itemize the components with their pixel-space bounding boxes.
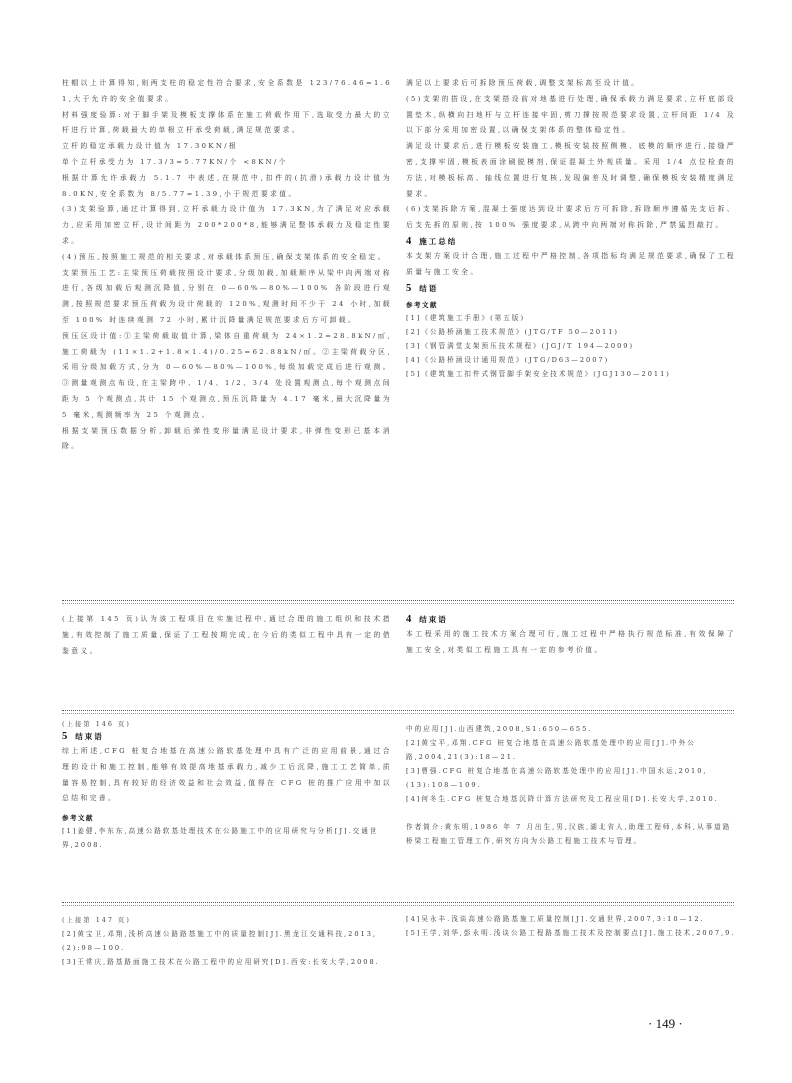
section-number: 5	[406, 282, 414, 294]
reference-item: [4]吴永丰.浅谈高速公路路基施工质量控制[J].交通世界,2007,3:10—12.	[406, 915, 705, 923]
page-number: · 149 ·	[648, 1016, 683, 1031]
paragraph: 根据计算允许承载力 5.1.7 中表述,在规范中,扣件的(抗滑)承载力设计值为 8.0KN,安全系数为 8/5.77=1.39,小于规范要求值。	[62, 173, 392, 198]
paragraph: 单个立杆承受力为 17.3/3=5.77KN/个 <8KN/个	[62, 157, 288, 166]
paragraph: (5)支架的搭设,在支架搭设前对地基进行处理,确保承载力满足要求,立杆底部设置垫木,纵横向扫地杆与立杆连接牢固,剪刀撑按规范要求设置,立杆间距 1/4 及以下部分采用加密设置,以确保支架体系的整体稳定性。	[406, 94, 736, 135]
left-column-mid	[62, 612, 392, 659]
right-column-bottom	[406, 912, 736, 940]
article-divider	[62, 902, 734, 903]
left-column-low	[62, 716, 392, 852]
reference-item: [4]何冬生.CFG 桩复合地基沉降计算方法研究及工程应用[D].长安大学,2010.	[406, 795, 719, 803]
continued-label: (上接第 147 页)	[62, 916, 131, 924]
section-number: 4	[406, 614, 414, 625]
reference-item: [3]王常庆,路基路面施工技术在公路工程中的应用研究[D].西安:长安大学,2008.	[62, 958, 380, 966]
paragraph: 本支架方案设计合理,施工过程中严格控制,各项指标均满足规范要求,确保了工程质量与施工安全。	[406, 251, 736, 276]
paragraph: (4)预压,按照施工规范的相关要求,对承载体系预压,确保支架体系的安全稳定。	[62, 252, 387, 261]
reference-item: [1]姜健,李东东,高速公路软基处理技术在公路施工中的应用研究与分析[J].交通世界,2008.	[62, 827, 379, 850]
page-number-value: 149	[655, 1016, 676, 1031]
paragraph: 综上所述,CFG 桩复合地基在高速公路软基处理中具有广泛的应用前景,通过合理的设计和施工控制,能够有效提高地基承载力,减少工后沉降,施工工艺简单,质量容易控制,具有较好的经济效益和社会效益,值得在 CFG 桩的推广应用中加以总结和完善。	[62, 747, 392, 803]
references-label: 参考文献	[62, 814, 94, 823]
paragraph: (6)支架拆除方案,混凝土强度达到设计要求后方可拆除,拆除顺序遵循先支后拆、后支先拆的原则,按 100% 强度要求,从跨中向两端对称拆除,严禁猛烈敲打。	[406, 205, 736, 230]
paragraph: 满足以上要求后可拆除预压荷载,调整支架标高至设计值。	[406, 79, 641, 87]
section-title: 施工总结	[419, 236, 458, 246]
section-title: 结束语	[75, 732, 104, 741]
reference-item: [3]《钢管满堂支架预压技术规程》(JGJ/T 194—2009)	[406, 341, 635, 350]
article-divider	[62, 710, 734, 711]
reference-item: [2]《公路桥涵施工技术规范》(JTG/TF 50—2011)	[406, 327, 619, 336]
section-title: 结语	[419, 283, 439, 293]
left-column-bottom	[62, 912, 392, 969]
paragraph: 根据支架预压数据分析,卸载后弹性变形量满足设计要求,非弹性变形已基本消除。	[62, 426, 392, 451]
references-label: 参考文献	[406, 300, 438, 309]
reference-item: [4]《公路桥涵设计通用规范》(JTG/D63—2007)	[406, 355, 610, 364]
paragraph: 预压区设计值:①主梁荷载取值计算,梁体自重荷载为 24×1.2=28.8kN/㎡,施工荷载为 (11×1.2+1.8×1.4)/0.25=62.88kN/㎡。②主梁荷载分区,采用分级加载方式,分为 0—60%—80%—100%,每级加载完成后进行观测。③测量观测点布设,在主梁跨中、1/4、1/2、3/4 处设置观测点,每个观测点间距为 5 个观测点,共计 15 个观测点,预压沉降量为 4.17 毫米,最大沉降量为 5 毫米,观测频率为 25 个观测点。	[62, 331, 392, 419]
section-heading	[62, 731, 392, 742]
reference-item: [5]王学,刘华,彭永明.浅谈公路工程路基施工技术及控制要点[J].施工技术,2007,9.	[406, 929, 736, 937]
paragraph: 柱帽以上计算得知,则两支柱的稳定性符合要求,安全系数是 123/76.46=1.61,大于允许的安全值要求。	[62, 79, 392, 103]
section-title: 结束语	[419, 615, 448, 624]
reference-item: [5]《建筑施工扣件式钢管脚手架安全技术规范》(JGJ130—2011)	[406, 369, 671, 378]
paragraph: 满足设计要求后,进行模板安装施工,模板安装按照侧模、底模的顺序进行,接缝严密,支撑牢固,模板表面涂刷脱模剂,保证混凝土外观质量。采用 1/4 点位检查的方法,对模板标高、轴线位置进行复核,发现偏差及时调整,确保模板安装精度满足要求。	[406, 142, 736, 198]
reference-item: [2]黄宝平,邓翔.CFG 桩复合地基在高速公路软基处理中的应用[J].中外公路,2004,21(3):18—21.	[406, 739, 696, 761]
paragraph: 材料强度验算:对于脚手架及模板支撑体系在施工荷载作用下,选取受力最大的立杆进行计算,荷载最大的单根立杆承受荷载,满足规范要求。	[62, 110, 392, 135]
section-number: 5	[62, 731, 70, 742]
reference-item: [3]曹强.CFG 桩复合地基在高速公路软基处理中的应用[J].中国水运,2010,(13):108—109.	[406, 767, 708, 789]
section-number: 4	[406, 235, 414, 247]
reference-item: [2]黄宝卫,邓翔,浅析高速公路路基施工中的质量控制[J].黑龙江交通科技,2013,(2):98—100.	[62, 930, 378, 952]
paragraph: 本工程采用的施工技术方案合理可行,施工过程中严格执行规范标准,有效保障了施工安全,对类似工程施工具有一定的参考价值。	[406, 630, 736, 654]
reference-item: [1]《建筑施工手册》(第五版)	[406, 313, 526, 322]
author-bio: 作者简介:黄东明,1986 年 7 月出生,男,汉族,湖北省人,助理工程师,本科,从事道路桥梁工程施工管理工作,研究方向为公路工程施工技术与管理。	[406, 823, 732, 845]
right-column-low	[406, 722, 736, 848]
reference-item: 中的应用[J].山西建筑,2008,S1:650—655.	[406, 725, 593, 733]
right-column-mid	[406, 612, 736, 659]
left-column-top	[62, 76, 392, 455]
paragraph: (3)支架验算,通过计算得到,立杆承载力设计值为 17.3KN,为了满足对应承载力,应采用加密立杆,设计间距为 200*200*8,能够满足整体承载力及稳定性要求。	[62, 205, 392, 245]
section-heading	[406, 614, 736, 625]
paragraph: 支架预压工艺:主梁预压荷载按照设计要求,分级加载,加载顺序从梁中向两端对称进行,各级加载后观测沉降值,分别在 0—60%—80%—100% 各阶段进行观测,按照规范要求预压荷载为设计荷载的 120%,观测时间不少于 24 小时,加载至 100% 时连续观测 72 小时,累计沉降量满足规范要求后方可卸载。	[62, 268, 392, 324]
paragraph: (上接第 145 页)认为该工程项目在实施过程中,通过合理的施工组织和技术措施,有效控制了施工质量,保证了工程按期完成,在今后的类似工程中具有一定的借鉴意义。	[62, 615, 392, 655]
continued-label: (上接第 146 页)	[62, 720, 131, 728]
right-column-top	[406, 76, 736, 381]
section-heading	[406, 283, 736, 294]
article-divider	[62, 600, 734, 601]
paragraph: 立杆的稳定承载力设计值为 17.30KN/根	[62, 142, 239, 151]
section-heading	[406, 236, 736, 247]
